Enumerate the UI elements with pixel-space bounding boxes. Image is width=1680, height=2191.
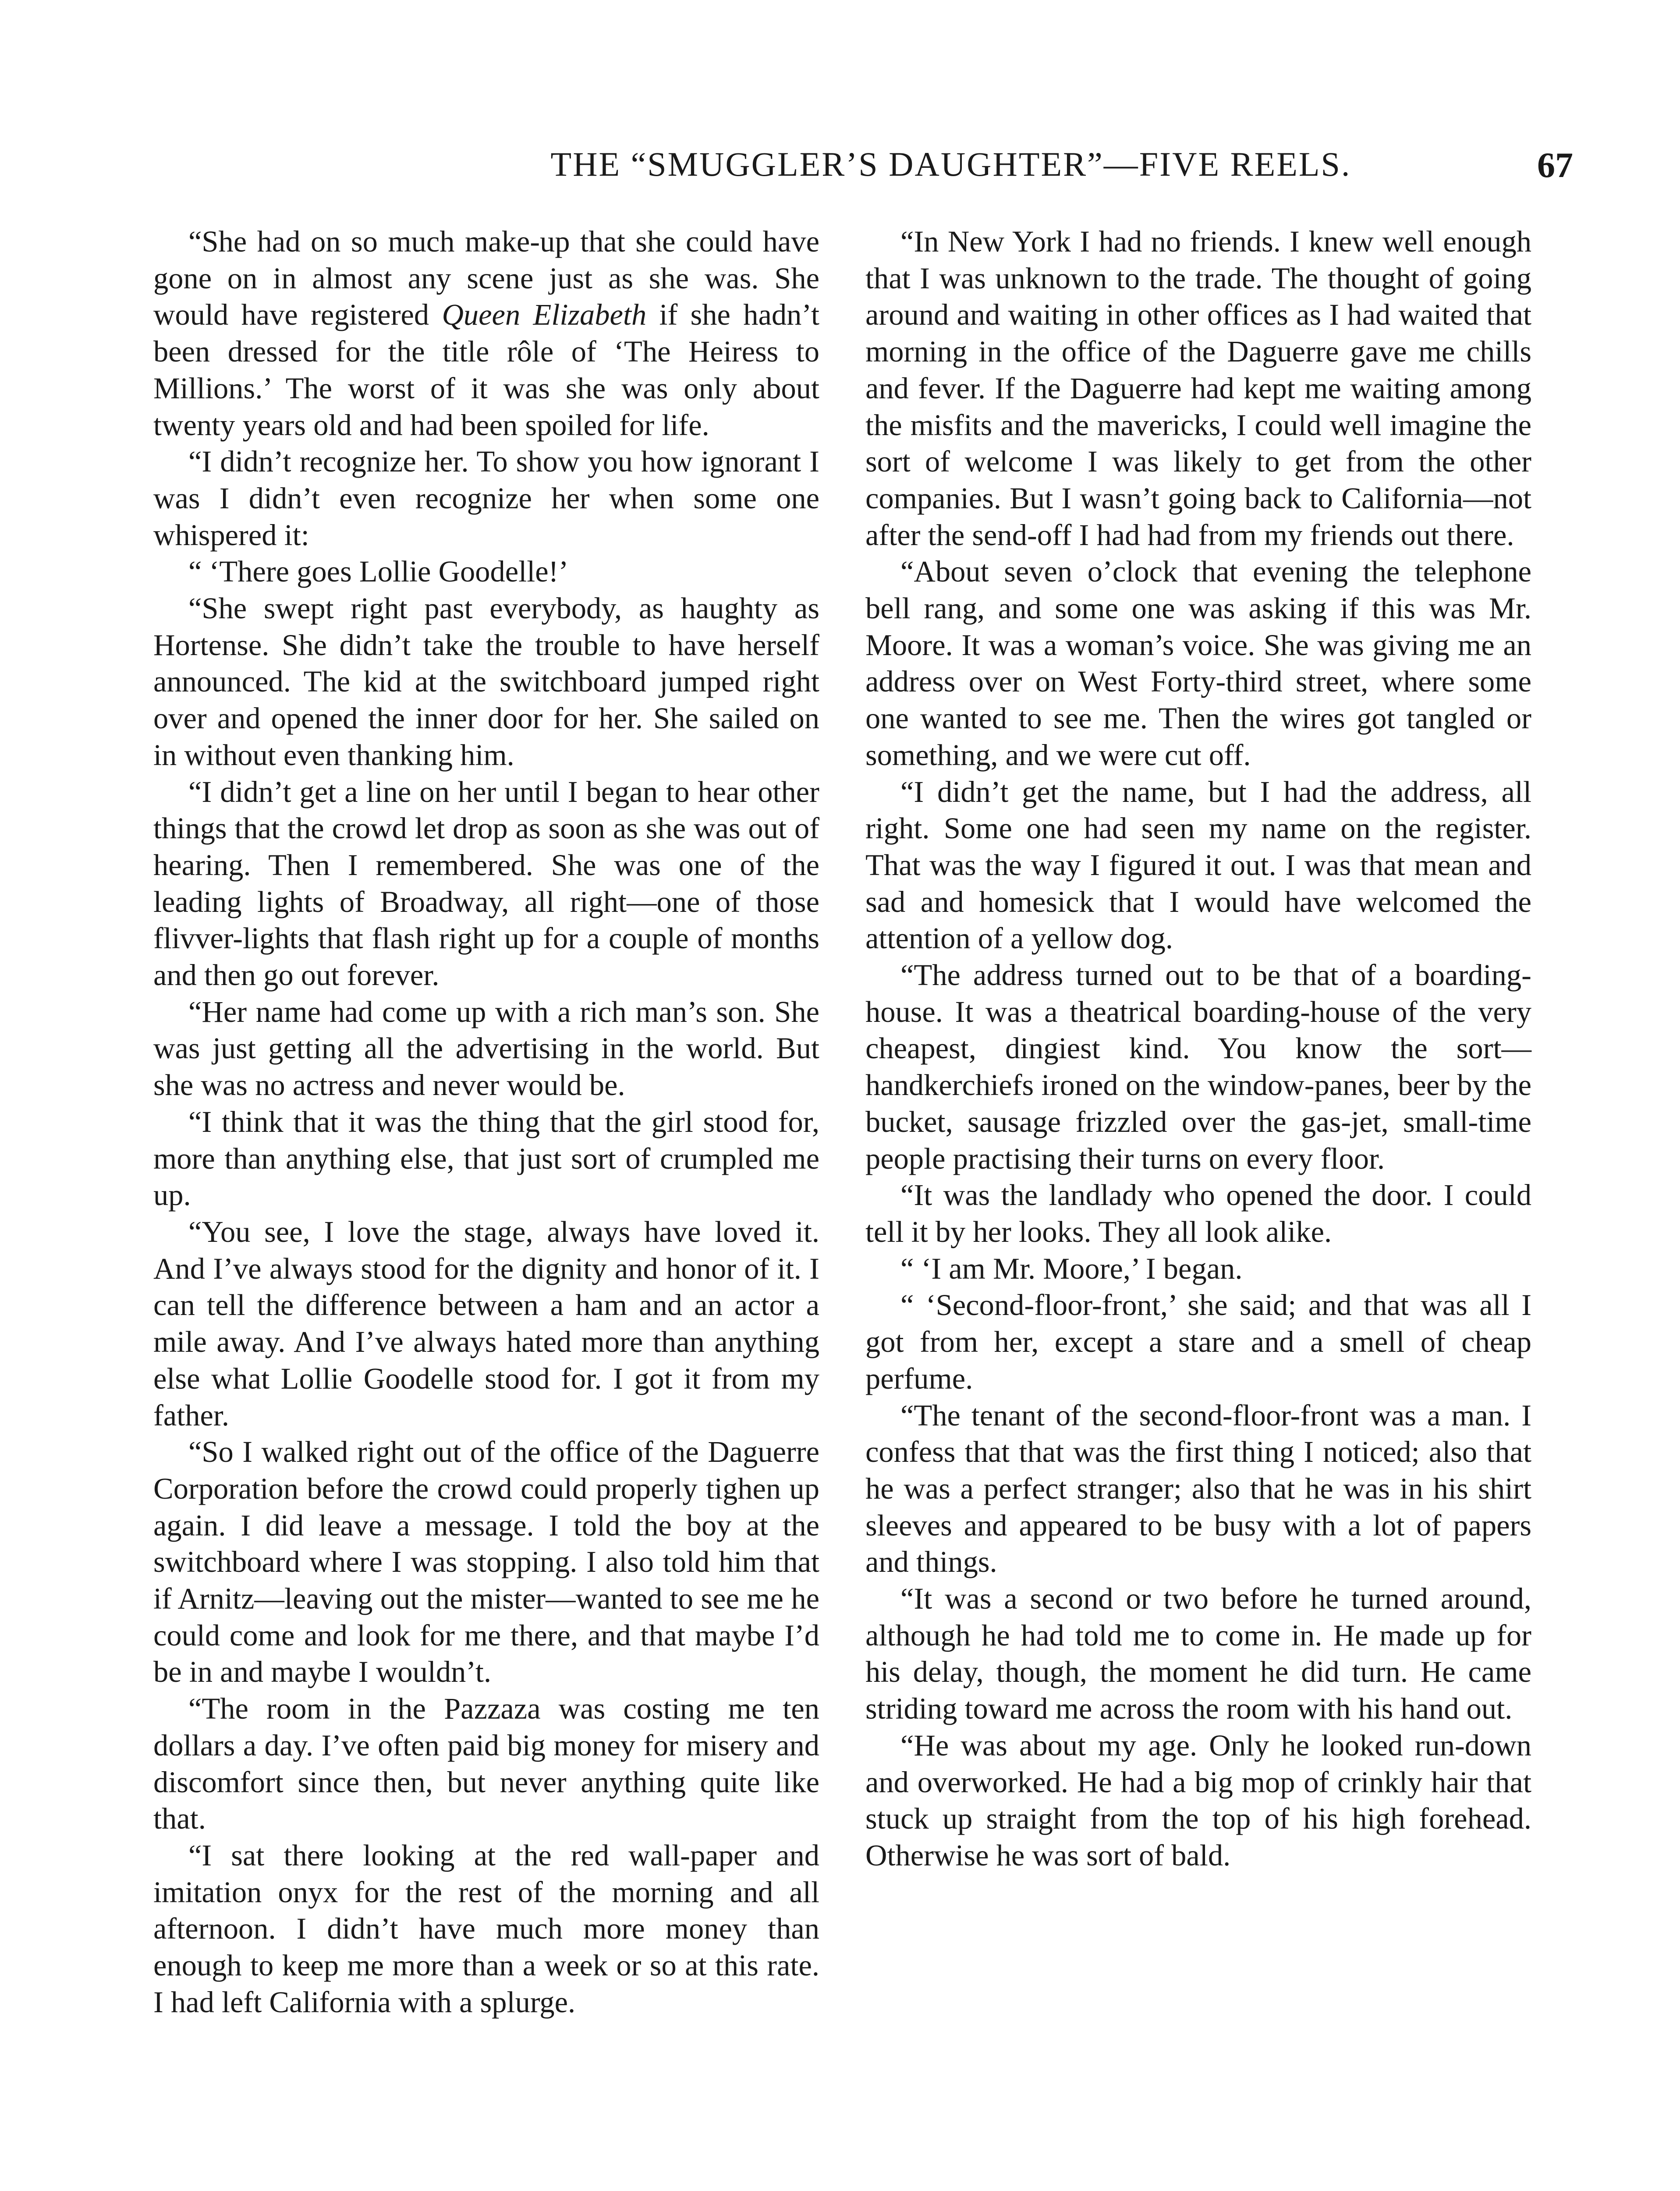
paragraph: “The tenant of the second-floor-front was a man. I confess that that was the first thing I noticed; also that he was a perfect stranger; also that he was in his shirt sleeves and appeared to be busy with a lot of papers and things.: [865, 1398, 1531, 1579]
paragraph: “The address turned out to be that of a boarding-house. It was a theatrical boarding-house of the very cheapest, dingiest kind. You know the sort—handkerchiefs ironed on the window-panes, beer by the bucket, sausage frizzled over the gas-jet, small-time people practising their turns on every floor.: [865, 958, 1531, 1175]
paragraph: “It was a second or two before he turned around, although he had told me to come in. He made up for his delay, though, the moment he did turn. He came striding toward me across the room with his hand out.: [865, 1582, 1531, 1726]
paragraph: “He was about my age. Only he looked run-down and overworked. He had a big mop of crinkly hair that stuck up straight from the top of his high forehead. Otherwise he was sort of bald.: [865, 1728, 1531, 1872]
italic-title: Queen Elizabeth: [442, 298, 647, 332]
paragraph: “The room in the Pazzaza was costing me ten dollars a day. I’ve often paid big money for misery and discomfort since then, but never anything quite like that.: [153, 1692, 819, 1836]
paragraph: “Her name had come up with a rich man’s son. She was just getting all the advertising in the world. But she was no actress and never would be.: [153, 995, 819, 1102]
paragraph: “ ‘I am Mr. Moore,’ I began.: [900, 1251, 1243, 1285]
paragraph-text: “She had on so much make-up that she could have gone on in almost any scene just as she was. She would have registered: [153, 225, 819, 332]
paragraph: [153, 223, 819, 443]
paragraph: “It was the landlady who opened the door. I could tell it by her looks. They all look alike.: [865, 1178, 1531, 1248]
paragraph: “You see, I love the stage, always have loved it. And I’ve always stood for the dignity and honor of it. I can tell the difference between a ham and an actor a mile away. And I’ve always hated more than anything else what Lollie Goodelle stood for. I got it from my father.: [153, 1215, 819, 1432]
paragraph: “In New York I had no friends. I knew well enough that I was unknown to the trade. The thought of going around and waiting in other offices as I had waited that morning in the office of the Daguerre gave me chills and fever. If the Daguerre had kept me waiting among the misfits and the mavericks, I could well imagine the sort of welcome I was likely to get from the other companies. But I wasn’t going back to California—not after the send-off I had had from my friends out there.: [865, 225, 1531, 552]
running-title: THE “SMUGGLER’S DAUGHTER”—FIVE REELS.: [550, 145, 1351, 183]
paragraph: “I didn’t recognize her. To show you how ignorant I was I didn’t even recognize her when some one whispered it:: [153, 445, 819, 552]
paragraph: “So I walked right out of the office of the Daguerre Corporation before the crowd could properly tighen up again. I did leave a message. I told the boy at the switchboard where I was stopping. I also told him that if Arnitz—leaving out the mister—wanted to see me he could come and look for me there, and that maybe I’d be in and maybe I wouldn’t.: [153, 1435, 819, 1689]
paragraph: “I didn’t get the name, but I had the address, all right. Some one had seen my name on the register. That was the way I figured it out. I was that mean and sad and homesick that I would have welcomed the attention of a yellow dog.: [865, 775, 1531, 955]
paragraph: “About seven o’clock that evening the telephone bell rang, and some one was asking if this was Mr. Moore. It was a woman’s voice. She was giving me an address over on West Forty-third street, where some one wanted to see me. Then the wires got tangled or something, and we were cut off.: [865, 555, 1531, 772]
right-column: [865, 223, 1531, 1874]
paragraph: “I didn’t get a line on her until I began to hear other things that the crowd let drop as soon as she was out of hearing. Then I remembered. She was one of the leading lights of Broadway, all right—one of those flivver-lights that flash right up for a couple of months and then go out forever.: [153, 775, 819, 992]
paragraph: “I think that it was the thing that the girl stood for, more than anything else, that just sort of crumpled me up.: [153, 1105, 819, 1212]
paragraph-text: if she hadn’t been dressed for the title rôle of ‘The Heiress to Millions.’ The worst of it was she was only about twenty years old and had been spoiled for life.: [153, 298, 819, 442]
paragraph: “I sat there looking at the red wall-paper and imitation onyx for the rest of the morning and all afternoon. I didn’t have much more money than enough to keep me more than a week or so at this rate. I had left California with a splurge.: [153, 1838, 819, 2019]
paragraph: “She swept right past everybody, as haughty as Hortense. She didn’t take the trouble to have herself announced. The kid at the switchboard jumped right over and opened the inner door for her. She sailed on in without even thanking him.: [153, 592, 819, 772]
paragraph: “ ‘There goes Lollie Goodelle!’: [188, 555, 569, 589]
page-number: 67: [1537, 145, 1573, 185]
left-column: [153, 223, 819, 2021]
paragraph: “ ‘Second-floor-front,’ she said; and that was all I got from her, except a stare and a smell of cheap perfume.: [865, 1288, 1531, 1395]
